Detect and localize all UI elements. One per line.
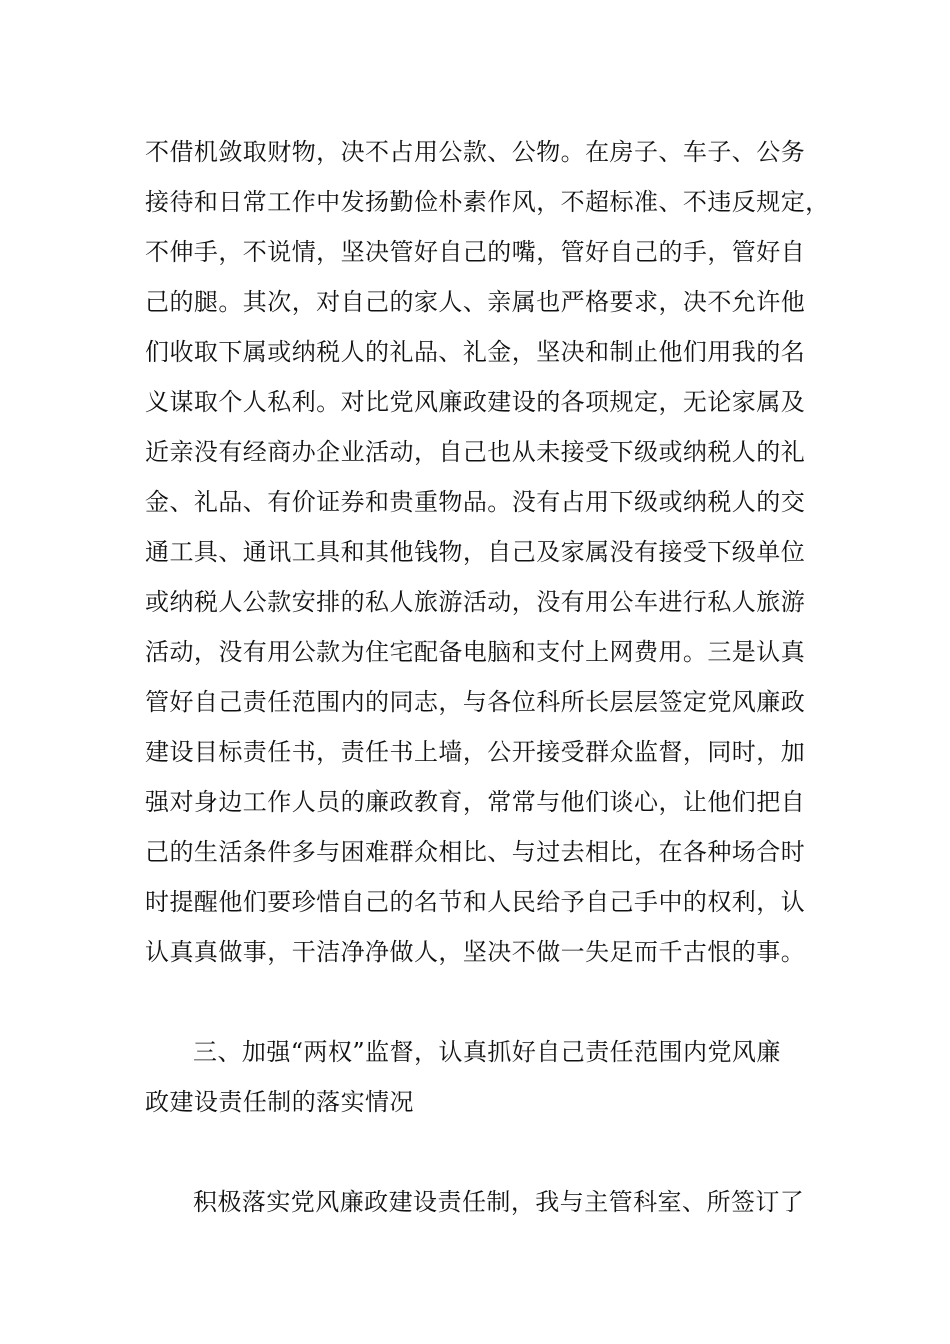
- paragraph-line: 活动，没有用公款为住宅配备电脑和支付上网费用。三是认真: [145, 638, 806, 666]
- paragraph-line: 己的腿。其次，对自己的家人、亲属也严格要求，决不允许他: [145, 288, 806, 316]
- paragraph-line: 近亲没有经商办企业活动，自己也从未接受下级或纳税人的礼: [145, 438, 806, 466]
- paragraph-line: 接待和日常工作中发扬勤俭朴素作风，不超标准、不违反规定，: [145, 188, 830, 216]
- paragraph-line: 管好自己责任范围内的同志，与各位科所长层层签定党风廉政: [145, 688, 806, 716]
- paragraph-line: 金、礼品、有价证券和贵重物品。没有占用下级或纳税人的交: [145, 488, 806, 516]
- paragraph-line: 时提醒他们要珍惜自己的名节和人民给予自己手中的权利，认: [145, 888, 806, 916]
- paragraph-line: 己的生活条件多与困难群众相比、与过去相比，在各种场合时: [145, 838, 806, 866]
- paragraph-line: 不借机敛取财物，决不占用公款、公物。在房子、车子、公务: [145, 138, 806, 166]
- section-heading-continuation: 政建设责任制的落实情况: [145, 1088, 414, 1116]
- paragraph-line: 义谋取个人私利。对比党风廉政建设的各项规定，无论家属及: [145, 388, 806, 416]
- paragraph-line: 们收取下属或纳税人的礼品、礼金，坚决和制止他们用我的名: [145, 338, 806, 366]
- paragraph-line: 强对身边工作人员的廉政教育，常常与他们谈心，让他们把自: [145, 788, 806, 816]
- paragraph-line: 或纳税人公款安排的私人旅游活动，没有用公车进行私人旅游: [145, 588, 806, 616]
- paragraph-line: 积极落实党风廉政建设责任制，我与主管科室、所签订了: [193, 1188, 805, 1216]
- paragraph-line: 不伸手，不说情，坚决管好自己的嘴，管好自己的手，管好自: [145, 238, 806, 266]
- paragraph-line: 认真真做事，干洁净净做人，坚决不做一失足而千古恨的事。: [145, 938, 806, 966]
- paragraph-line: 建设目标责任书，责任书上墙，公开接受群众监督，同时，加: [145, 738, 806, 766]
- paragraph-line: 通工具、通讯工具和其他钱物，自己及家属没有接受下级单位: [145, 538, 806, 566]
- section-heading: 三、加强“两权”监督，认真抓好自己责任范围内党风廉: [193, 1038, 781, 1066]
